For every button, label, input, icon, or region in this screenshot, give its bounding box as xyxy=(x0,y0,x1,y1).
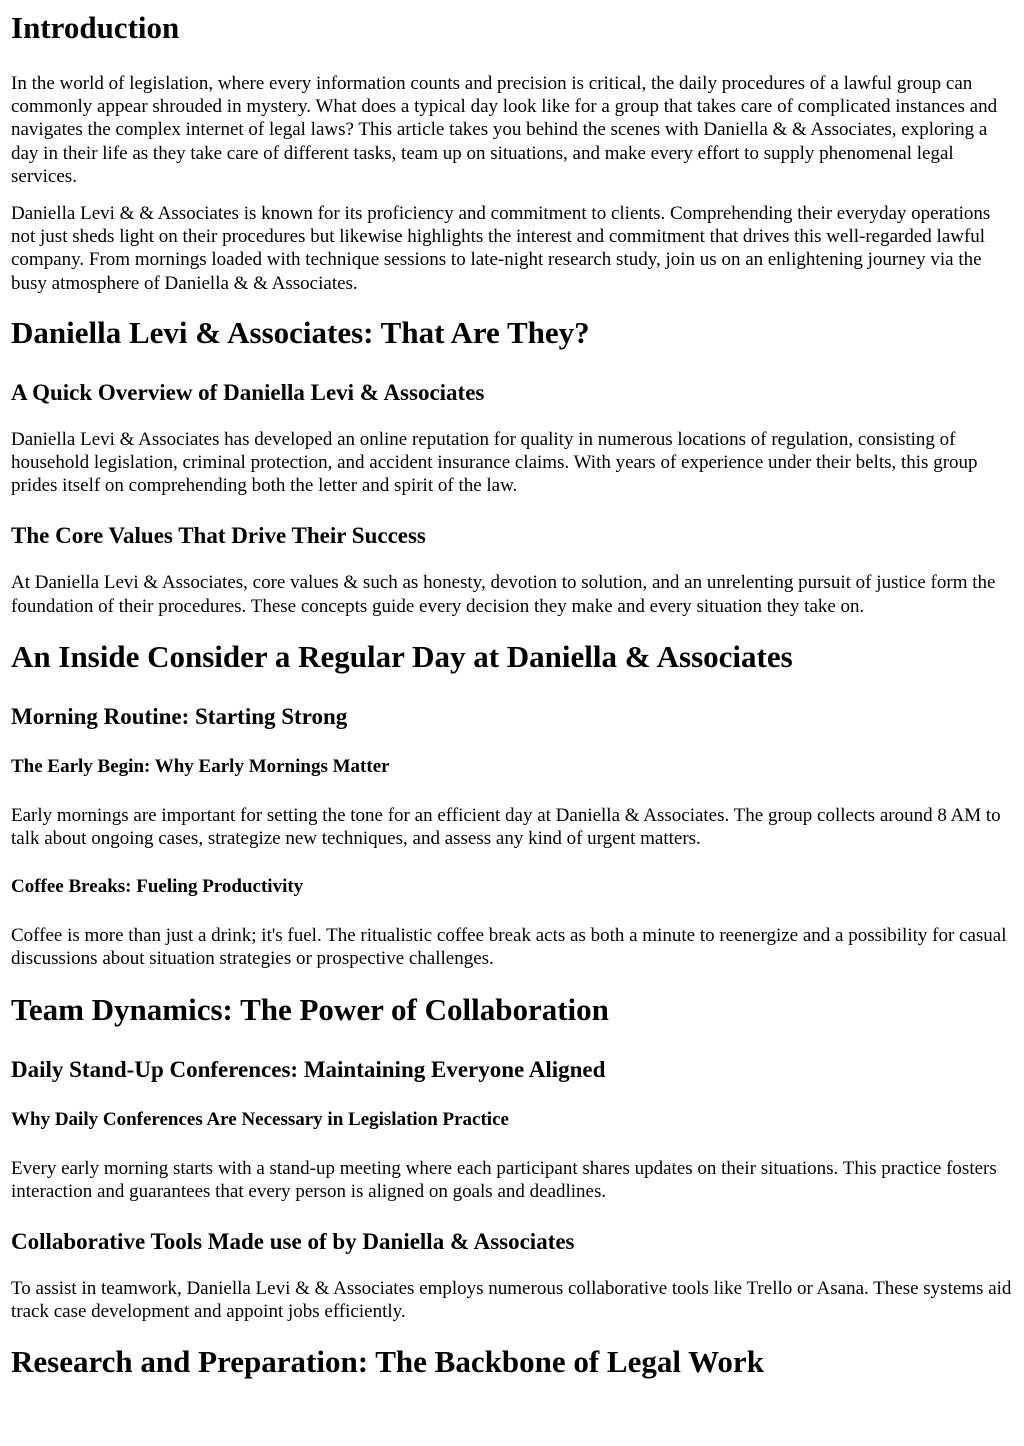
heading-quick-overview: A Quick Overview of Daniella Levi & Associates xyxy=(11,379,485,405)
heading-why-daily-conferences: Why Daily Conferences Are Necessary in Legislation Practice xyxy=(11,1108,509,1130)
heading-who-are-they: Daniella Levi & Associates: That Are They? xyxy=(11,314,590,350)
paragraph-quick-overview: Daniella Levi & Associates has developed an online reputation for quality in numerous locations of regulation, consisting of household legislation, criminal protection, and accident insurance claims. With years of experience under their belts, this group prides itself on comprehending both the letter and spirit of the law. xyxy=(11,428,978,497)
paragraph-early-begin: Early mornings are important for setting the tone for an efficient day at Daniella & Associates. The group collects around 8 AM to talk about ongoing cases, strategize new techniques, and assess any kind of urgent matters. xyxy=(11,804,1001,850)
heading-early-begin: The Early Begin: Why Early Mornings Matter xyxy=(11,755,390,777)
heading-core-values: The Core Values That Drive Their Success xyxy=(11,523,426,549)
paragraph-core-values: At Daniella Levi & Associates, core values & such as honesty, devotion to solution, and an unrelenting pursuit of justice form the foundation of their procedures. These concepts guide every decision they make and every situation they take on. xyxy=(11,572,996,617)
paragraph-intro-2: Daniella Levi & & Associates is known for its proficiency and commitment to clients. Comprehending their everyday operations not just sheds light on their procedures but likewise highlights the interest and commitment that drives this well-regarded lawful company. From mornings loaded with technique sessions to late-night research study, join us on an enlightening journey via the busy atmosphere of Daniella & & Associates. xyxy=(11,203,991,294)
heading-team-dynamics: Team Dynamics: The Power of Collaboration xyxy=(11,991,609,1027)
heading-morning-routine: Morning Routine: Starting Strong xyxy=(11,703,348,729)
heading-research-preparation: Research and Preparation: The Backbone of Legal Work xyxy=(11,1344,764,1380)
heading-coffee-breaks: Coffee Breaks: Fueling Productivity xyxy=(11,876,304,898)
heading-regular-day: An Inside Consider a Regular Day at Daniella & Associates xyxy=(11,638,793,674)
paragraph-coffee-breaks: Coffee is more than just a drink; it's fuel. The ritualistic coffee break acts as both a minute to reenergize and a possibility for casual discussions about situation strategies or prospective challenges. xyxy=(11,925,1007,970)
heading-collaborative-tools: Collaborative Tools Made use of by Daniella & Associates xyxy=(11,1229,575,1255)
paragraph-why-daily-conferences: Every early morning starts with a stand-up meeting where each participant shares updates on their situations. This practice fosters interaction and guarantees that every person is aligned on goals and deadlines. xyxy=(11,1157,997,1202)
heading-introduction: Introduction xyxy=(11,10,180,45)
paragraph-intro-1: In the world of legislation, where every information counts and precision is critical, the daily procedures of a lawful group can commonly appear shrouded in mystery. What does a typical day look like for a group that takes care of complicated instances and navigates the complex internet of legal laws? This article takes you behind the scenes with Daniella & & Associates, exploring a day in their life as they take care of different tasks, team up on situations, and make every effort to supply phenomenal legal services. xyxy=(11,73,998,187)
paragraph-collaborative-tools: To assist in teamwork, Daniella Levi & & Associates employs numerous collaborative tools like Trello or Asana. These systems aid track case development and appoint jobs efficiently. xyxy=(11,1278,1012,1323)
heading-daily-standup: Daily Stand-Up Conferences: Maintaining Everyone Aligned xyxy=(11,1056,606,1082)
